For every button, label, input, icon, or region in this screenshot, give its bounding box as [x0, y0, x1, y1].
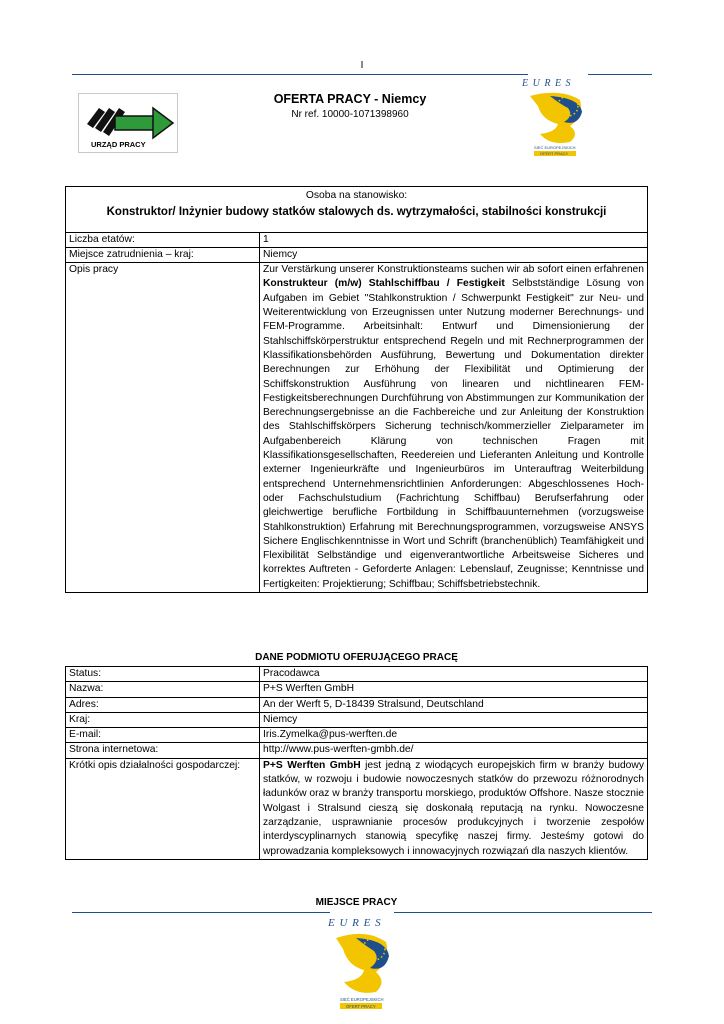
row-label: Adres: [66, 697, 260, 712]
row-label: Kraj: [66, 712, 260, 727]
eures-logo-text: E U R E S [522, 78, 572, 89]
position-label: Osoba na stanowisko: [305, 190, 408, 201]
employer-table [65, 666, 648, 860]
bottom-rule-right [394, 912, 652, 913]
row-label: Opis pracy [66, 263, 260, 593]
eures-sub1: SIEĆ EUROPEJSKICH [340, 997, 384, 1002]
table-row [66, 712, 648, 727]
company-desc-part: i tworzenie zespołów interdyscyplinarnych stanowią specyfikę naszej firmy. [263, 816, 644, 843]
offer-ref: Nr ref. 10000-1071398960 [291, 109, 409, 120]
job-desc-part: Zur Verstärkung unserer Konstruktionsteams suchen wir ab sofort einen erfahrenen [263, 264, 644, 276]
position-title: Konstruktor/ Inżynier budowy statków stalowych ds. wytrzymałości, stabilności konstrukcji [106, 206, 607, 219]
row-value: P+S Werften GmbH [260, 682, 648, 697]
eures-sub1: SIEĆ EUROPEJSKICH [534, 145, 576, 150]
company-desc-bold: P+S Werften GmbH [263, 759, 361, 771]
row-label: Miejsce zatrudnienia – kraj: [66, 247, 260, 262]
urzad-pracy-logo [78, 93, 178, 153]
table-row [66, 728, 648, 743]
table-row [66, 667, 648, 682]
row-label: Status: [66, 667, 260, 682]
workplace-section-title: MIEJSCE PRACY [315, 897, 398, 908]
job-description [260, 263, 648, 593]
header-rule-right [588, 74, 652, 75]
row-value: An der Werft 5, D-18439 Stralsund, Deutschland [260, 697, 648, 712]
row-value: Pracodawca [260, 667, 648, 682]
eures-logo-text: E U R E S [328, 917, 382, 929]
offer-header [230, 92, 470, 120]
table-row [66, 263, 648, 593]
row-value: 1 [260, 232, 648, 247]
row-value: Niemcy [260, 712, 648, 727]
position-cell [66, 187, 648, 233]
company-desc-part: Jesteśmy gotowi do wprowadzania kompleksowych i innowacyjnych rozwiązań dla naszych klientów. [263, 831, 644, 857]
offer-title: OFERTA PRACY - Niemcy [273, 92, 427, 106]
row-label: Strona internetowa: [66, 743, 260, 758]
arrows-icon [79, 94, 177, 152]
bottom-rule-left [72, 912, 330, 913]
header-rule-left [72, 74, 528, 75]
email-value: Iris.Zymelka@pus-werften.de [260, 728, 648, 743]
eures-sub2: OFERT PRACY [540, 151, 569, 156]
table-row [66, 758, 648, 859]
website-value: http://www.pus-werften-gmbh.de/ [260, 743, 648, 758]
eures-sub2: OFERT PRACY [346, 1004, 376, 1009]
urzad-logo-text: URZĄD PRACY [91, 140, 146, 149]
table-row [66, 247, 648, 262]
eures-logo [520, 76, 592, 158]
eures-logo-bottom [326, 914, 398, 1012]
row-label: Nazwa: [66, 682, 260, 697]
row-label: Krótki opis działalności gospodarczej: [66, 758, 260, 859]
job-desc-part: Selbstständige Lösung von Aufgaben im Gebiet "Stahlkonstruktion / Schwerpunkt Festigkeit" zur Neu- und Weiterentwicklung von Erzeugnissen unter Nutzung moderner Berechnungs- und FEM-Programme. Arbeitsinhalt: Entwurf und Dimensionierung der Stahlschiffskörperstruktur entsprechend Regeln und mit Rechnerprogrammen der Klassifikationsbehörden Ausführung, Bewertung und Dokumentation direkter Berechnungen zur Erhöhung der Flexibilität und Optimierung der Schiffskonstruktion Ausführung von linearen und nichtlinearen FEM-Festigkeitsberechnungen Durchführung von Abstimmungen zur Kommunikation der Berechnungsergebnisse an die Fachbereiche und zur Anleitung der Konstruktion des Stahlschiffskörpers Sicherung technisch/kommerzieller Zielparameter im Aufgabenbereich Klärung von technischen Fragen mit Klassifikationsgesellschaften, Reedereien und Lieferanten Anleitung und Kontrolle externer Ingenieurkräfte und Ingenieurbüros im Unterauftrag Weiterbildung entsprechend Unternehmensrichtlinien Anforderungen: Abgeschlossenes Hoch- oder Fachschulstudium (Fachrichtung Schiffbau) Berufserfahrung oder gleichwertige berufliche Fortbildung in Schiffbauunternehmen (vorzugsweise Stahlkonstruktion) Erfahrung mit Berechnungsprogrammen, vorzugsweise ANSYS Sichere Englischkenntnisse in Wort und Schrift (branchenüblich) Teamfähigkeit und Flexibilität Selbständige und eigenverantwortliche Arbeitsweise Sicheres und korrektes Auftreten - Geforderte Anlagen: Lebenslauf, Zeugnisse; Kenntnisse und Fertigkeiten: Projektierung; Schiffbau; Schiffsbetriebstechnik. [263, 278, 644, 590]
table-row [66, 682, 648, 697]
table-row [66, 232, 648, 247]
employer-section-title: DANE PODMIOTU OFERUJĄCEGO PRACĘ [255, 652, 458, 663]
page-number: I [360, 60, 364, 71]
row-value: Niemcy [260, 247, 648, 262]
company-description [260, 758, 648, 859]
row-label: Liczba etatów: [66, 232, 260, 247]
job-details-table [65, 186, 648, 593]
table-row [66, 743, 648, 758]
row-label: E-mail: [66, 728, 260, 743]
table-row [66, 697, 648, 712]
company-desc-part: jest jedną z wiodących europejskich firm w branży budowy statków, w rozwoju i budowie nowoczesnych statków do przewozu różnorodnych ładunków oraz w branży transportu morskiego, produktów Offshore. Nasze stocznie Wolgast i Stralsund cieszą się doskonałą reputacją na rynku. Nowoczesne zarządzanie, usprawnianie procesów produkcyjnych [263, 759, 644, 828]
job-desc-bold: Konstrukteur (m/w) Stahlschiffbau / Festigkeit [263, 278, 505, 290]
